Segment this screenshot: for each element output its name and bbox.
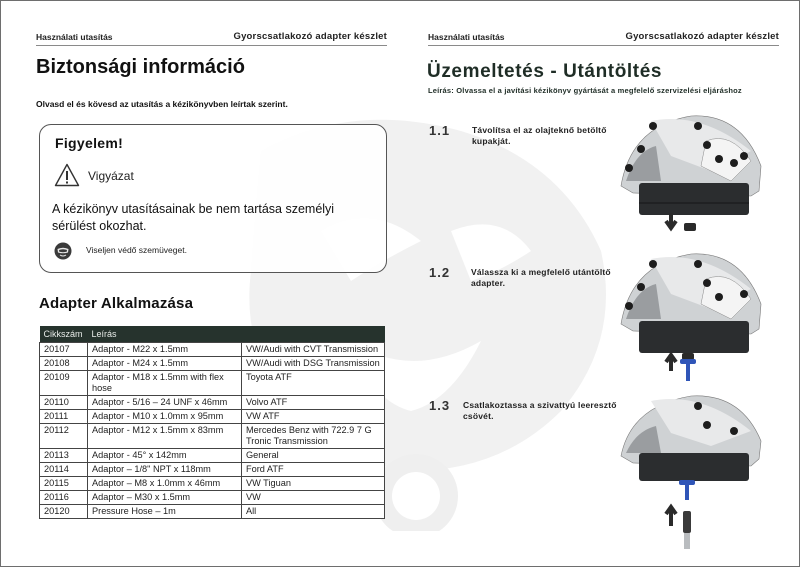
intro-text: Leírás: Olvassa el a javítási kézikönyv gyártását a megfelelő szervizelési eljáráshoz: [428, 86, 742, 95]
transmission-hose-connect-illustration: [611, 391, 771, 551]
cell-code: 20115: [40, 477, 88, 491]
cell-description: Adaptor - 5/16 – 24 UNF x 46mm: [88, 396, 242, 410]
cell-application: VW ATF: [242, 410, 385, 424]
safety-goggles-icon: [54, 242, 72, 260]
step-number: 1.2: [429, 265, 451, 280]
table-row: [40, 449, 385, 463]
manual-label: Használati utasítás: [36, 32, 113, 42]
cell-code: 20120: [40, 505, 88, 519]
cell-application: VW/Audi with CVT Transmission: [242, 343, 385, 357]
product-label: Gyorscsatlakozó adapter készlet: [625, 31, 779, 42]
cell-code: 20116: [40, 491, 88, 505]
cell-description: Adaptor – M8 x 1.0mm x 46mm: [88, 477, 242, 491]
cell-description: Adaptor - M24 x 1.5mm: [88, 357, 242, 371]
cell-code: 20110: [40, 396, 88, 410]
cell-code: 20107: [40, 343, 88, 357]
cell-application: General: [242, 449, 385, 463]
page-operation: [401, 1, 799, 566]
page-title: Biztonsági információ: [36, 56, 245, 78]
cell-description: Adaptor - M18 x 1.5mm with flex hose: [88, 371, 242, 396]
table-row: [40, 343, 385, 357]
manual-label: Használati utasítás: [428, 32, 505, 42]
step-text: Távolítsa el az olajteknő betöltő kupakját.: [472, 125, 607, 146]
table-row: [40, 396, 385, 410]
cell-application: VW: [242, 491, 385, 505]
step-text: Csatlakoztassa a szivattyú leeresztő csövét.: [463, 400, 617, 421]
cell-description: Pressure Hose – 1m: [88, 505, 242, 519]
step-text: Válassza ki a megfelelő utántöltő adapter.: [471, 267, 611, 288]
running-head: [428, 29, 779, 46]
cell-application: VW Tiguan: [242, 477, 385, 491]
table-row: [40, 371, 385, 396]
cell-code: 20111: [40, 410, 88, 424]
step-number: 1.1: [429, 123, 451, 138]
product-label: Gyorscsatlakozó adapter készlet: [233, 31, 387, 42]
warning-title: Figyelem!: [55, 135, 124, 151]
cell-application: Volvo ATF: [242, 396, 385, 410]
table-row: [40, 491, 385, 505]
table-header-row: [40, 326, 385, 343]
cell-description: Adaptor - M22 x 1.5mm: [88, 343, 242, 357]
cell-application: VW/Audi with DSG Transmission: [242, 357, 385, 371]
transmission-drain-plug-removal-illustration: [611, 111, 771, 236]
page-safety: [1, 1, 401, 566]
cell-code: 20113: [40, 449, 88, 463]
cell-code: 20108: [40, 357, 88, 371]
header-application: [242, 326, 385, 343]
step-number: 1.3: [429, 398, 451, 413]
cell-description: Adaptor - M10 x 1.0mm x 95mm: [88, 410, 242, 424]
table-row: [40, 424, 385, 449]
caution-label: Vigyázat: [88, 169, 134, 183]
goggles-instruction: Viseljen védő szemüveget.: [86, 245, 187, 255]
table-row: [40, 463, 385, 477]
adapter-table: [39, 326, 385, 519]
cell-application: Toyota ATF: [242, 371, 385, 396]
header-code: Cikkszám: [40, 326, 88, 343]
table-row: [40, 410, 385, 424]
running-head: [36, 29, 387, 46]
header-description: Leírás: [88, 326, 242, 343]
intro-text: Olvasd el és kövesd az utasítás a kézikönyvben leírtak szerint.: [36, 99, 288, 109]
warning-box: [39, 124, 387, 273]
warning-text: A kézikönyv utasításainak be nem tartása személyi sérülést okozhat.: [52, 202, 335, 233]
cell-application: Ford ATF: [242, 463, 385, 477]
section-title: Adapter Alkalmazása: [39, 295, 194, 312]
cell-description: Adaptor - 45° x 142mm: [88, 449, 242, 463]
cell-application: Mercedes Benz with 722.9 7 G Tronic Transmission: [242, 424, 385, 449]
cell-code: 20112: [40, 424, 88, 449]
warning-triangle-icon: [54, 163, 80, 187]
table-row: [40, 477, 385, 491]
cell-description: Adaptor – M30 x 1.5mm: [88, 491, 242, 505]
cell-code: 20114: [40, 463, 88, 477]
page-title: Üzemeltetés - Utántöltés: [427, 61, 663, 82]
cell-description: Adaptor - M12 x 1.5mm x 83mm: [88, 424, 242, 449]
cell-description: Adaptor – 1/8" NPT x 118mm: [88, 463, 242, 477]
table-row: [40, 505, 385, 519]
cell-code: 20109: [40, 371, 88, 396]
cell-application: All: [242, 505, 385, 519]
table-row: [40, 357, 385, 371]
transmission-adapter-insert-illustration: [611, 249, 771, 384]
